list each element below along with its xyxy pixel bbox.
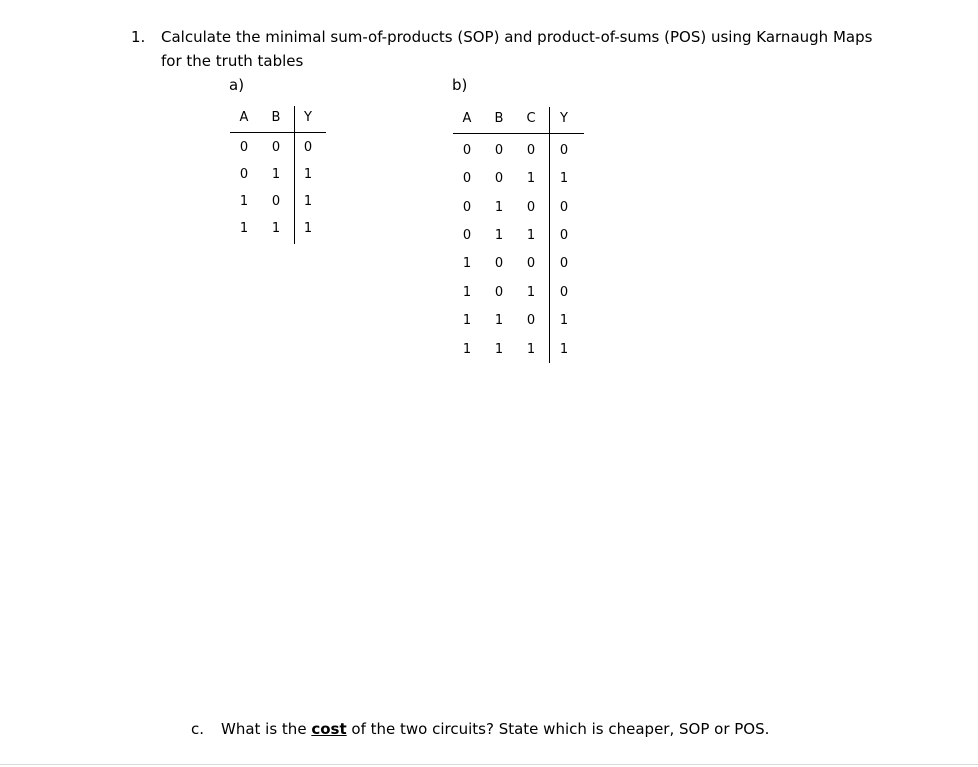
table-b-cell: 1 (526, 171, 536, 186)
table-a-cell: 0 (271, 194, 281, 209)
table-b-label: b) (452, 76, 468, 94)
table-b-cell: 1 (462, 342, 472, 357)
table-b-header-y: Y (560, 111, 568, 126)
table-a-cell: 0 (271, 140, 281, 155)
table-b-cell: 1 (462, 285, 472, 300)
part-c-label: c. (191, 720, 205, 738)
table-a-cell: 1 (303, 194, 313, 209)
table-a-cell: 1 (271, 221, 281, 236)
table-b-cell: 1 (462, 313, 472, 328)
table-a-header-y: Y (304, 110, 312, 125)
part-c-emphasis-cost: cost (311, 720, 347, 738)
table-b-cell: 0 (526, 143, 536, 158)
table-b-output-divider (549, 107, 550, 363)
table-b-cell: 0 (526, 200, 536, 215)
table-a-cell: 1 (303, 167, 313, 182)
table-b-cell: 0 (494, 171, 504, 186)
table-a-cell: 0 (239, 167, 249, 182)
table-b-cell: 0 (494, 256, 504, 271)
table-a-label: a) (229, 76, 245, 94)
table-b-cell: 0 (559, 143, 569, 158)
table-b-cell: 0 (462, 200, 472, 215)
page-bottom-edge (0, 764, 978, 765)
table-b-cell: 0 (462, 228, 472, 243)
table-b-header-c: C (526, 111, 536, 126)
table-b-cell: 1 (526, 285, 536, 300)
part-c-question (221, 720, 769, 738)
table-b-cell: 1 (526, 342, 536, 357)
table-b-cell: 1 (494, 200, 504, 215)
table-b-cell: 1 (559, 342, 569, 357)
table-b-cell: 0 (559, 256, 569, 271)
question-text-line2: for the truth tables (161, 52, 304, 70)
table-b-cell: 0 (559, 228, 569, 243)
table-a-cell: 1 (239, 194, 249, 209)
table-b-cell: 0 (559, 285, 569, 300)
table-b-cell: 0 (462, 143, 472, 158)
table-b-header-a: A (462, 111, 472, 126)
table-a-output-divider (294, 106, 295, 244)
table-b-cell: 0 (526, 256, 536, 271)
question-text-line1: Calculate the minimal sum-of-products (SOP) and product-of-sums (POS) using Karnaugh Maps (161, 28, 873, 46)
table-b-cell: 1 (494, 228, 504, 243)
table-b-cell: 0 (462, 171, 472, 186)
table-a-cell: 0 (303, 140, 313, 155)
table-b-cell: 1 (559, 171, 569, 186)
table-b-cell: 1 (462, 256, 472, 271)
part-c-text-before: What is the (221, 720, 312, 738)
table-b-header-rule (453, 133, 584, 134)
table-b-cell: 0 (559, 200, 569, 215)
part-c-text-after: of the two circuits? State which is cheaper, SOP or POS. (346, 720, 770, 738)
table-b-cell: 1 (494, 313, 504, 328)
table-b-cell: 1 (559, 313, 569, 328)
table-b-header-b: B (494, 111, 504, 126)
table-a-header-a: A (239, 110, 249, 125)
table-b-cell: 1 (494, 342, 504, 357)
table-a-cell: 1 (271, 167, 281, 182)
table-b-cell: 0 (494, 285, 504, 300)
table-a-cell: 1 (239, 221, 249, 236)
table-b-cell: 1 (526, 228, 536, 243)
table-a-cell: 0 (239, 140, 249, 155)
table-a-header-rule (230, 132, 326, 133)
table-b-cell: 0 (526, 313, 536, 328)
table-b-cell: 0 (494, 143, 504, 158)
question-number: 1. (131, 28, 146, 46)
table-a-header-b: B (271, 110, 281, 125)
table-a-cell: 1 (303, 221, 313, 236)
